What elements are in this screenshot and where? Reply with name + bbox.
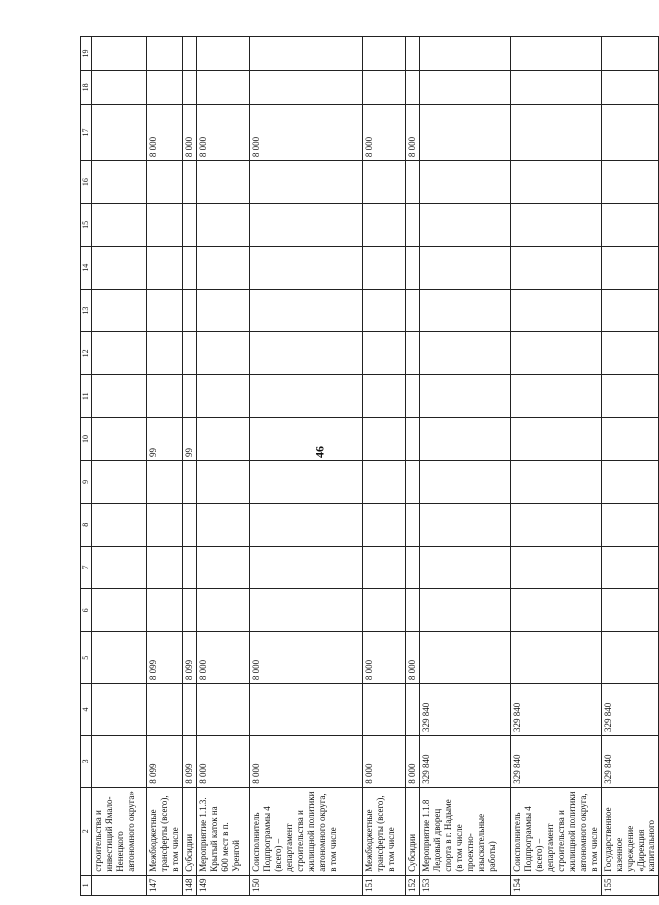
row-number: 154 [510, 875, 601, 895]
header-cell: 11 [81, 375, 92, 418]
header-cell: 9 [81, 460, 92, 503]
table-cell [182, 289, 196, 332]
row-name: строительства и инвестиций Ямало-Ненецкого автономного округа» [92, 787, 147, 875]
table-cell [601, 589, 659, 632]
table-cell [196, 161, 249, 204]
value-col4: 329 840 [510, 684, 601, 736]
page-number: 46 [312, 446, 327, 458]
value-col10 [362, 418, 405, 461]
table-cell [510, 37, 601, 71]
table-cell [601, 460, 659, 503]
header-cell: 7 [81, 546, 92, 589]
table-row [249, 37, 362, 896]
value-col3 [92, 735, 147, 787]
table-cell [419, 37, 510, 71]
table-cell [362, 203, 405, 246]
table-cell [362, 37, 405, 71]
value-col5: 8 000 [196, 632, 249, 684]
row-number [92, 875, 147, 895]
table-cell [362, 332, 405, 375]
table-cell [196, 246, 249, 289]
value-col3: 8 000 [249, 735, 362, 787]
table-cell [147, 375, 183, 418]
value-col10 [92, 418, 147, 461]
table-cell [147, 289, 183, 332]
value-col17 [601, 104, 659, 160]
table-cell [362, 589, 405, 632]
table-row [182, 37, 196, 896]
table-cell [92, 161, 147, 204]
table-cell [362, 375, 405, 418]
table-cell [510, 589, 601, 632]
value-col3: 329 840 [510, 735, 601, 787]
table-cell [601, 161, 659, 204]
value-col17: 8 000 [405, 104, 419, 160]
table-cell [510, 460, 601, 503]
table-cell [510, 503, 601, 546]
table-cell [405, 203, 419, 246]
table-cell [147, 203, 183, 246]
value-col17 [92, 104, 147, 160]
row-name: Соисполнитель Подпрограммы 4 (всего) – департамент строительства и жилищной политики автономного округа, в том числе [510, 787, 601, 875]
table-cell [601, 503, 659, 546]
table-cell [196, 332, 249, 375]
table-row [362, 37, 405, 896]
value-col5 [92, 632, 147, 684]
table-cell [419, 589, 510, 632]
table-cell [92, 37, 147, 71]
value-col5: 8 099 [147, 632, 183, 684]
row-name: Субсидии [182, 787, 196, 875]
value-col4: 329 840 [419, 684, 510, 736]
table-wrapper [80, 36, 657, 896]
table-cell [601, 332, 659, 375]
value-col4 [405, 684, 419, 736]
header-cell: 19 [81, 37, 92, 71]
table-cell [196, 70, 249, 104]
budget-table [80, 36, 659, 896]
value-col17: 8 000 [249, 104, 362, 160]
table-row [405, 37, 419, 896]
table-cell [249, 503, 362, 546]
table-cell [92, 375, 147, 418]
header-cell: 17 [81, 104, 92, 160]
table-cell [182, 546, 196, 589]
value-col17: 8 000 [147, 104, 183, 160]
row-name: Мероприятие 1.1.8 Ледовый дворец спорта в г. Надыме (в том числе проектно-изыскательные работы) [419, 787, 510, 875]
header-cell: 18 [81, 70, 92, 104]
table-cell [249, 203, 362, 246]
header-cell: 15 [81, 203, 92, 246]
table-cell [92, 503, 147, 546]
table-cell [405, 546, 419, 589]
table-cell [249, 375, 362, 418]
table-row [147, 37, 183, 896]
table-cell [249, 332, 362, 375]
header-cell: 6 [81, 589, 92, 632]
table-cell [510, 203, 601, 246]
table-cell [147, 332, 183, 375]
header-cell: 14 [81, 246, 92, 289]
table-cell [182, 203, 196, 246]
table-cell [92, 203, 147, 246]
table-cell [92, 589, 147, 632]
table-cell [405, 37, 419, 71]
table-cell [405, 503, 419, 546]
value-col5 [419, 632, 510, 684]
table-cell [249, 546, 362, 589]
value-col5 [510, 632, 601, 684]
value-col10 [196, 418, 249, 461]
value-col17: 8 000 [182, 104, 196, 160]
table-cell [182, 589, 196, 632]
table-cell [362, 161, 405, 204]
table-cell [419, 70, 510, 104]
table-cell [196, 37, 249, 71]
table-cell [405, 332, 419, 375]
value-col3: 8 000 [362, 735, 405, 787]
table-cell [182, 37, 196, 71]
row-number: 155 [601, 875, 659, 895]
value-col10 [405, 418, 419, 461]
table-cell [249, 161, 362, 204]
table-cell [249, 460, 362, 503]
table-cell [362, 246, 405, 289]
value-col4 [92, 684, 147, 736]
header-cell: 3 [81, 735, 92, 787]
table-cell [362, 289, 405, 332]
table-cell [182, 503, 196, 546]
table-cell [419, 246, 510, 289]
table-row [419, 37, 510, 896]
row-number: 152 [405, 875, 419, 895]
table-cell [419, 375, 510, 418]
table-cell [182, 70, 196, 104]
rotated-table-container [80, 36, 657, 896]
row-name: Межбюджетные трансферты (всего), в том числе [362, 787, 405, 875]
value-col10 [249, 418, 362, 461]
table-cell [249, 37, 362, 71]
table-cell [249, 589, 362, 632]
value-col5: 8 000 [362, 632, 405, 684]
table-cell [419, 503, 510, 546]
value-col3: 8 099 [182, 735, 196, 787]
row-number: 148 [182, 875, 196, 895]
table-cell [196, 375, 249, 418]
value-col10 [419, 418, 510, 461]
row-name: Соисполнитель Подпрограммы 4 (всего) – департамент строительства и жилищной политики автономного округа, в том числе [249, 787, 362, 875]
value-col5: 8 000 [405, 632, 419, 684]
table-cell [362, 503, 405, 546]
table-cell [601, 203, 659, 246]
table-cell [92, 546, 147, 589]
table-cell [405, 460, 419, 503]
value-col5 [601, 632, 659, 684]
table-cell [510, 289, 601, 332]
table-cell [419, 161, 510, 204]
table-cell [405, 375, 419, 418]
header-cell: 1 [81, 875, 92, 895]
table-cell [147, 503, 183, 546]
row-name: Субсидии [405, 787, 419, 875]
table-cell [92, 460, 147, 503]
row-number: 147 [147, 875, 183, 895]
value-col10: 99 [182, 418, 196, 461]
table-cell [147, 546, 183, 589]
table-cell [405, 289, 419, 332]
table-cell [419, 289, 510, 332]
table-cell [147, 589, 183, 632]
table-cell [510, 375, 601, 418]
header-cell: 4 [81, 684, 92, 736]
table-cell [182, 161, 196, 204]
row-number: 153 [419, 875, 510, 895]
table-cell [601, 70, 659, 104]
value-col3: 8 000 [405, 735, 419, 787]
table-cell [249, 246, 362, 289]
table-cell [405, 161, 419, 204]
table-cell [147, 246, 183, 289]
row-name: Межбюджетные трансферты (всего), в том числе [147, 787, 183, 875]
header-cell: 13 [81, 289, 92, 332]
table-cell [92, 289, 147, 332]
table-cell [405, 246, 419, 289]
value-col5: 8 099 [182, 632, 196, 684]
table-cell [419, 460, 510, 503]
table-cell [601, 246, 659, 289]
value-col17: 8 000 [196, 104, 249, 160]
table-cell [510, 246, 601, 289]
header-cell: 5 [81, 632, 92, 684]
table-cell [362, 70, 405, 104]
table-cell [182, 375, 196, 418]
table-cell [147, 37, 183, 71]
row-number: 149 [196, 875, 249, 895]
header-cell: 8 [81, 503, 92, 546]
table-cell [196, 503, 249, 546]
table-cell [419, 203, 510, 246]
value-col3: 8 099 [147, 735, 183, 787]
table-cell [196, 289, 249, 332]
table-cell [196, 203, 249, 246]
header-row [81, 37, 92, 896]
table-cell [196, 460, 249, 503]
header-cell: 16 [81, 161, 92, 204]
value-col10 [510, 418, 601, 461]
value-col10 [601, 418, 659, 461]
value-col17 [510, 104, 601, 160]
table-cell [92, 332, 147, 375]
table-cell [92, 246, 147, 289]
table-cell [182, 332, 196, 375]
value-col4 [362, 684, 405, 736]
header-cell: 10 [81, 418, 92, 461]
value-col3: 329 840 [601, 735, 659, 787]
table-cell [405, 589, 419, 632]
table-cell [510, 161, 601, 204]
table-cell [510, 332, 601, 375]
header-cell: 2 [81, 787, 92, 875]
table-cell [249, 289, 362, 332]
table-cell [601, 546, 659, 589]
table-cell [362, 460, 405, 503]
table-row [510, 37, 601, 896]
header-cell: 12 [81, 332, 92, 375]
value-col5: 8 000 [249, 632, 362, 684]
table-cell [249, 70, 362, 104]
table-cell [601, 37, 659, 71]
value-col4: 329 840 [601, 684, 659, 736]
table-row [92, 37, 147, 896]
table-row [196, 37, 249, 896]
table-cell [147, 70, 183, 104]
value-col17 [419, 104, 510, 160]
table-cell [147, 460, 183, 503]
table-cell [419, 546, 510, 589]
table-cell [419, 332, 510, 375]
row-name: Мероприятие 1.1.3. Крытый каток на 600 мест в п. Уренгой [196, 787, 249, 875]
value-col4 [147, 684, 183, 736]
value-col4 [196, 684, 249, 736]
value-col3: 329 840 [419, 735, 510, 787]
row-number: 151 [362, 875, 405, 895]
table-cell [147, 161, 183, 204]
row-number: 150 [249, 875, 362, 895]
table-cell [182, 246, 196, 289]
table-row [601, 37, 659, 896]
value-col4 [182, 684, 196, 736]
table-cell [601, 375, 659, 418]
value-col10: 99 [147, 418, 183, 461]
table-cell [182, 460, 196, 503]
table-cell [601, 289, 659, 332]
value-col4 [249, 684, 362, 736]
row-name: Государственное казенное учреждение «Дирекция капитального [601, 787, 659, 875]
value-col3: 8 000 [196, 735, 249, 787]
table-cell [92, 70, 147, 104]
table-cell [196, 546, 249, 589]
table-cell [510, 70, 601, 104]
table-cell [405, 70, 419, 104]
value-col17: 8 000 [362, 104, 405, 160]
table-cell [362, 546, 405, 589]
table-cell [510, 546, 601, 589]
table-cell [196, 589, 249, 632]
